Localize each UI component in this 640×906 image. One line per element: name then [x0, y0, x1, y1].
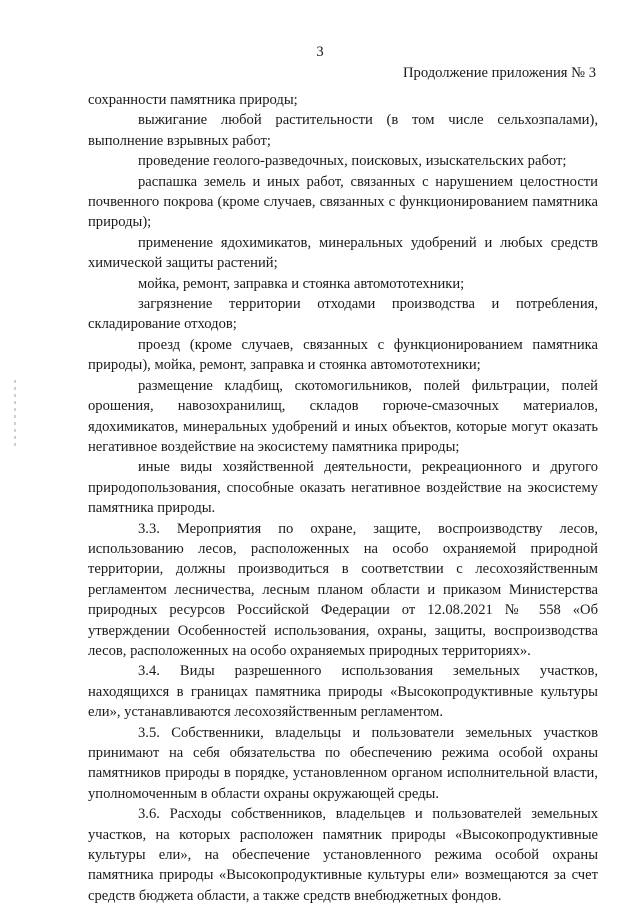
paragraph: выжигание любой растительности (в том числе сельхозпалами), выполнение взрывных работ;: [88, 112, 598, 149]
document-body: [88, 90, 598, 906]
appendix-header: Продолжение приложения № 3: [403, 65, 596, 81]
paragraph: сохранности памятника природы;: [88, 92, 298, 108]
paragraph: загрязнение территории отходами производства и потребления, складирование отходов;: [88, 296, 598, 333]
section-3-6: 3.6. Расходы собственников, владельцев и пользователей земельных участков, на которых расположен памятник природы «Высокопродуктивные культуры ели», на обеспечение установленного режима особой охраны памятника природы «Высокопродуктивные культуры ели» возмещаются за счет средств бюджета области, а также средств внебюджетных фондов.: [88, 806, 598, 904]
paragraph: распашка земель и иных работ, связанных с нарушением целостности почвенного покрова (кроме случаев, связанных с функционированием памятника природы);: [88, 173, 598, 231]
paragraph: применение ядохимикатов, минеральных удобрений и любых средств химической защиты растений;: [88, 234, 598, 272]
paragraph: размещение кладбищ, скотомогильников, полей фильтрации, полей орошения, навозохранилищ, складов горюче-смазочных материалов, ядохимикатов, минеральных удобрений и иных объектов, которые могут оказать негативное воздействие на экосистему памятника природы;: [88, 377, 598, 455]
margin-stamp: [14, 380, 16, 450]
paragraph: иные виды хозяйственной деятельности, рекреационного и другого природопользования, способные оказать негативное воздействие на экосистему памятника природы.: [88, 459, 598, 517]
section-3-4: 3.4. Виды разрешенного использования земельных участков, находящихся в границах памятника природы «Высокопродуктивные культуры ели», устанавливаются лесохозяйственным регламентом.: [88, 663, 598, 721]
page-number: 3: [316, 44, 324, 60]
paragraph: проезд (кроме случаев, связанных с функционированием памятника природы), мойка, ремонт, заправка и стоянка автомототехники;: [88, 336, 598, 374]
section-3-3: 3.3. Мероприятия по охране, защите, воспроизводству лесов, использованию лесов, расположенных на особо охраняемой природной территории, должны производиться в соответствии с лесохозяйственным регламентом лесничества, лесным планом области и приказом Министерства природных ресурсов Российской Федерации от 12.08.2021 № 558 «Об утверждении Особенностей использования, охраны, защиты, воспроизводства лесов, расположенных на особо охраняемых природных территориях».: [88, 520, 598, 659]
paragraph: проведение геолого-разведочных, поисковых, изыскательских работ;: [138, 153, 567, 170]
paragraph: мойка, ремонт, заправка и стоянка автомототехники;: [138, 275, 465, 292]
section-3-5: 3.5. Собственники, владельцы и пользователи земельных участков принимают на себя обязательства по обеспечению режима особой охраны памятников природы в порядке, установленном органом исполнительной власти, уполномоченным в области охраны окружающей среды.: [88, 724, 598, 802]
